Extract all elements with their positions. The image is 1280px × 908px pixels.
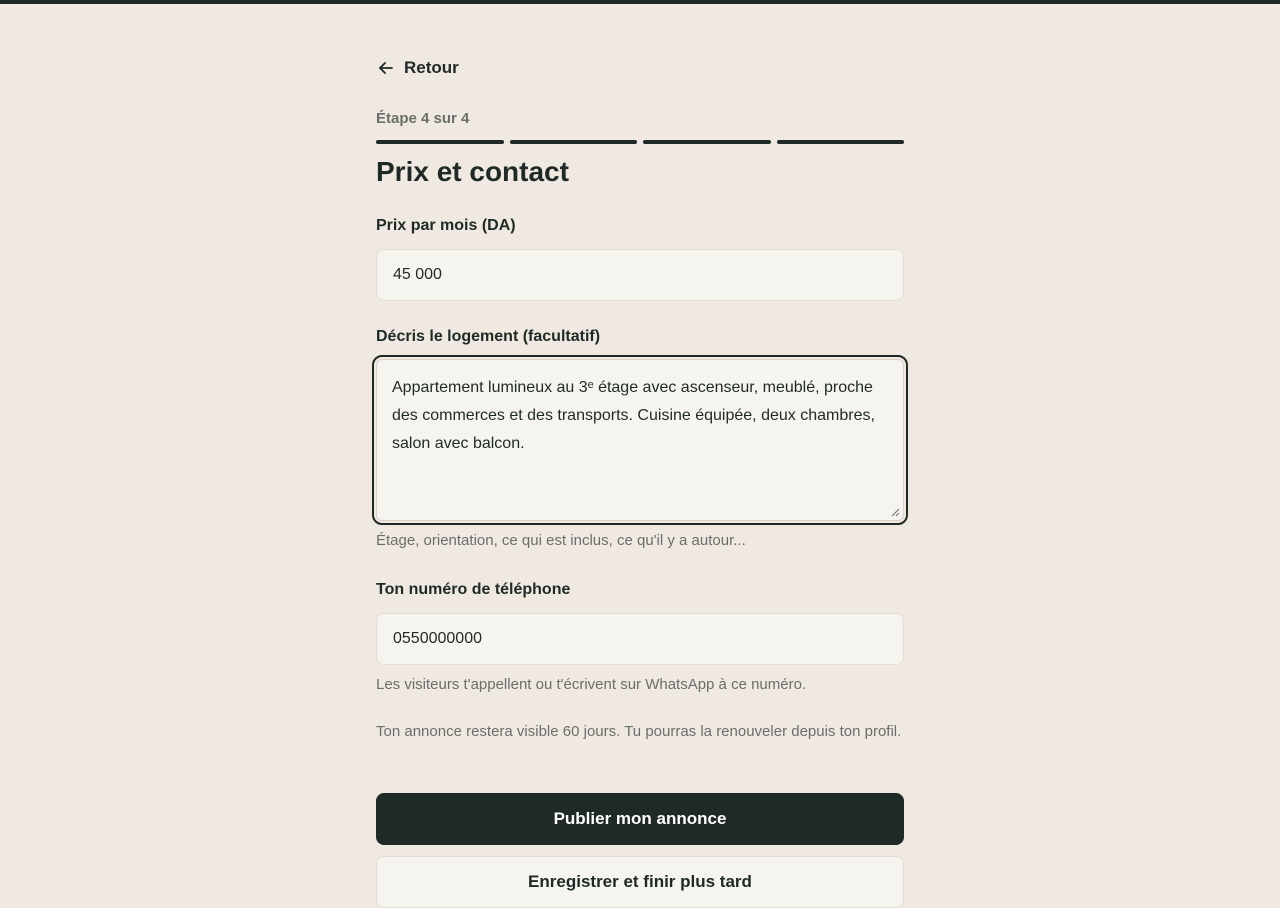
visibility-notice: Ton annonce restera visible 60 jours. Tu pourras la renouveler depuis ton profil. xyxy=(376,723,902,740)
save-later-button[interactable]: Enregistrer et finir plus tard xyxy=(376,856,904,908)
back-link[interactable] xyxy=(376,58,459,78)
description-textarea-focus-ring xyxy=(372,355,908,525)
progress-segment-2 xyxy=(510,140,638,144)
price-input[interactable]: 45 000 xyxy=(376,249,904,301)
step-progress xyxy=(376,140,904,144)
phone-label: Ton numéro de téléphone xyxy=(376,581,571,598)
publish-button[interactable]: Publier mon annonce xyxy=(376,793,904,845)
description-helper: Étage, orientation, ce qui est inclus, ce qu'il y a autour... xyxy=(376,532,746,549)
resize-grip-icon[interactable] xyxy=(890,507,900,517)
description-label: Décris le logement (facultatif) xyxy=(376,328,601,345)
step-indicator: Étape 4 sur 4 xyxy=(376,110,470,127)
page-title: Prix et contact xyxy=(376,156,569,187)
progress-segment-3 xyxy=(643,140,771,144)
back-label: Retour xyxy=(404,58,459,77)
price-label: Prix par mois (DA) xyxy=(376,217,516,234)
phone-helper: Les visiteurs t'appellent ou t'écrivent sur WhatsApp à ce numéro. xyxy=(376,676,807,693)
description-textarea[interactable] xyxy=(376,359,904,521)
description-text: Appartement lumineux au 3ᵉ étage avec ascenseur, meublé, proche des commerces et des transports. Cuisine équipée, deux chambres, salon avec balcon. xyxy=(392,379,875,452)
progress-segment-4 xyxy=(777,140,905,144)
phone-input[interactable]: 0550000000 xyxy=(376,613,904,665)
arrow-left-icon xyxy=(376,58,396,78)
top-bar xyxy=(0,0,1280,4)
progress-segment-1 xyxy=(376,140,504,144)
